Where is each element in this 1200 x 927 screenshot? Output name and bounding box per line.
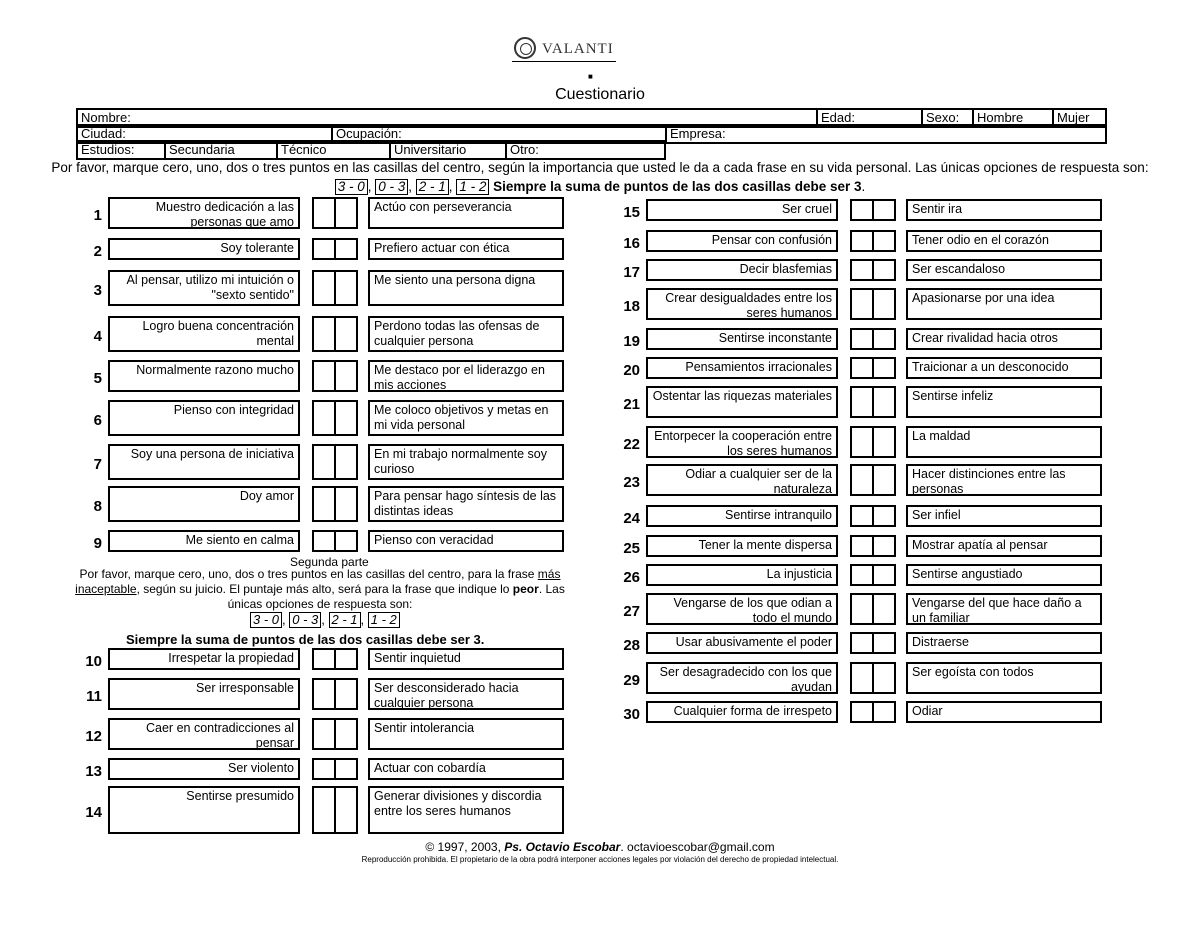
question-row	[74, 238, 574, 264]
question-row	[74, 786, 574, 838]
score-box-right[interactable]	[336, 318, 356, 350]
right-phrase: Me coloco objetivos y metas en mi vida personal	[368, 400, 564, 436]
score-box-left[interactable]	[314, 760, 336, 778]
score-box-left[interactable]	[314, 240, 336, 258]
part2-options: 3 - 0 , 0 - 3 , 2 - 1 , 1 - 2	[250, 612, 400, 628]
right-phrase: Hacer distinciones entre las personas	[906, 464, 1102, 496]
right-phrase: Traicionar a un desconocido	[906, 357, 1102, 379]
option-2-1: 2 - 1	[416, 179, 449, 195]
score-boxes	[312, 648, 358, 670]
score-boxes	[850, 662, 896, 694]
score-box-right[interactable]	[874, 428, 894, 456]
question-number: 3	[93, 282, 102, 299]
score-box-left[interactable]	[852, 201, 874, 219]
logo-text: VALANTI	[542, 41, 614, 57]
question-row	[612, 464, 1112, 500]
question-number: 17	[623, 264, 640, 281]
part2-sum-rule: Siempre la suma de puntos de las dos casillas debe ser 3.	[126, 632, 485, 647]
score-boxes	[850, 464, 896, 496]
left-phrase: Ser irresponsable	[108, 678, 300, 710]
question-row	[74, 197, 574, 233]
estudios-label: Estudios:	[77, 141, 165, 159]
option-1-2: 1 - 2	[456, 179, 489, 195]
score-box-left[interactable]	[852, 566, 874, 584]
part2-sum-text: Siempre la suma de puntos de las dos casillas debe ser 3	[126, 632, 481, 647]
copyright-year: © 1997, 2003,	[425, 840, 501, 854]
question-number: 14	[85, 804, 102, 821]
score-boxes	[850, 632, 896, 654]
question-number: 6	[93, 412, 102, 429]
score-boxes	[850, 328, 896, 350]
left-phrase: Caer en contradicciones al pensar	[108, 718, 300, 750]
score-box-right[interactable]	[874, 703, 894, 721]
part2-title: Segunda parte	[290, 555, 369, 569]
score-box-left[interactable]	[314, 362, 336, 390]
score-box-left[interactable]	[852, 330, 874, 348]
question-number: 15	[623, 204, 640, 221]
right-phrase: Ser egoísta con todos	[906, 662, 1102, 694]
author-email: . octavioescobar@gmail.com	[620, 840, 775, 854]
score-boxes	[312, 316, 358, 352]
decorative-mark: ■	[588, 72, 593, 81]
score-boxes	[850, 386, 896, 418]
score-box-right[interactable]	[874, 388, 894, 416]
question-number: 11	[86, 688, 102, 705]
instructions-text: Por favor, marque cero, uno, dos o tres puntos en las casillas del centro, según la importancia que usted le da a cada frase en su vida personal. Las únicas opciones de respuesta son:	[51, 160, 1149, 175]
right-phrase: Sentir ira	[906, 199, 1102, 221]
score-box-right[interactable]	[336, 488, 356, 520]
question-row	[612, 535, 1112, 561]
author-name: Ps. Octavio Escobar	[504, 840, 621, 854]
score-boxes	[850, 357, 896, 379]
score-box-right[interactable]	[874, 566, 894, 584]
right-phrase: Mostrar apatía al pensar	[906, 535, 1102, 557]
left-phrase: Tener la mente dispersa	[646, 535, 838, 557]
right-phrase: Prefiero actuar con ética	[368, 238, 564, 260]
right-phrase: Ser desconsiderado hacia cualquier persona	[368, 678, 564, 710]
p2-option-1-2: 1 - 2	[368, 612, 400, 628]
question-row	[612, 564, 1112, 590]
left-phrase: Sentirse presumido	[108, 786, 300, 834]
question-row	[74, 718, 574, 754]
left-phrase: Sentirse inconstante	[646, 328, 838, 350]
score-box-right[interactable]	[336, 650, 356, 668]
score-box-right[interactable]	[874, 634, 894, 652]
instructions: Por favor, marque cero, uno, dos o tres puntos en las casillas del centro, según la importancia que usted le da a cada frase en su vida personal. Las únicas opciones de respuesta son: 3 - 0 , 0 - 3 , 2 - 1 , 1 - 2 Siempre la suma de puntos de las dos casillas debe ser 3.	[51, 160, 1149, 194]
score-box-right[interactable]	[874, 330, 894, 348]
score-box-right[interactable]	[336, 788, 356, 832]
right-phrase: Crear rivalidad hacia otros	[906, 328, 1102, 350]
left-phrase: Decir blasfemias	[646, 259, 838, 281]
tecnico-option[interactable]: Técnico	[277, 141, 390, 159]
score-box-left[interactable]	[314, 532, 336, 550]
question-row	[74, 678, 574, 714]
part2-instr-c: . Las únicas opciones de respuesta son:	[227, 582, 565, 611]
logo-emblem-icon	[514, 37, 536, 59]
left-phrase: Odiar a cualquier ser de la naturaleza	[646, 464, 838, 496]
score-box-right[interactable]	[874, 290, 894, 318]
question-number: 10	[85, 653, 102, 670]
question-number: 25	[623, 540, 640, 557]
part2-instr-b: , según su juicio. El puntaje más alto, será para la frase que indique lo	[136, 582, 510, 596]
score-box-left[interactable]	[852, 261, 874, 279]
page-title: Cuestionario	[555, 86, 645, 103]
score-box-left[interactable]	[314, 318, 336, 350]
question-row	[612, 632, 1112, 658]
question-row	[612, 259, 1112, 285]
score-box-left[interactable]	[852, 664, 874, 692]
right-phrase: Me siento una persona digna	[368, 270, 564, 306]
score-box-right[interactable]	[336, 402, 356, 434]
p2-option-3-0: 3 - 0	[250, 612, 282, 628]
score-box-left[interactable]	[314, 650, 336, 668]
score-box-right[interactable]	[874, 507, 894, 525]
part2-instr-emphasis: más inaceptable	[75, 567, 561, 596]
right-phrase: Generar divisiones y discordia entre los seres humanos	[368, 786, 564, 834]
question-number: 27	[623, 603, 640, 620]
score-boxes	[312, 400, 358, 436]
question-row	[74, 648, 574, 674]
question-number: 8	[93, 498, 102, 515]
p2-option-0-3: 0 - 3	[289, 612, 321, 628]
score-box-right[interactable]	[874, 537, 894, 555]
right-phrase: Pienso con veracidad	[368, 530, 564, 552]
score-boxes	[850, 564, 896, 586]
score-box-left[interactable]	[852, 703, 874, 721]
score-boxes	[312, 718, 358, 750]
left-phrase: Al pensar, utilizo mi intuición o "sexto sentido"	[108, 270, 300, 306]
question-number: 23	[623, 474, 640, 491]
question-row	[74, 400, 574, 440]
question-number: 20	[623, 362, 640, 379]
score-boxes	[312, 530, 358, 552]
valanti-logo	[512, 36, 616, 62]
sexo-label: Sexo:	[922, 109, 973, 127]
left-phrase: Ser violento	[108, 758, 300, 780]
edad-field[interactable]: Edad:	[817, 109, 922, 127]
secundaria-option[interactable]: Secundaria	[165, 141, 277, 159]
score-box-right[interactable]	[336, 446, 356, 478]
right-phrase: Apasionarse por una idea	[906, 288, 1102, 320]
right-phrase: Sentirse infeliz	[906, 386, 1102, 418]
score-box-right[interactable]	[336, 680, 356, 708]
right-phrase: Actúo con perseverancia	[368, 197, 564, 229]
score-box-right[interactable]	[336, 532, 356, 550]
score-boxes	[850, 505, 896, 527]
p2-option-2-1: 2 - 1	[329, 612, 361, 628]
score-box-left[interactable]	[314, 402, 336, 434]
score-box-right[interactable]	[336, 760, 356, 778]
question-number: 16	[623, 235, 640, 252]
question-row	[612, 328, 1112, 354]
part2-instr-a: Por favor, marque cero, uno, dos o tres puntos en las casillas del centro, para la frase	[79, 567, 535, 581]
left-phrase: Ostentar las riquezas materiales	[646, 386, 838, 418]
question-row	[74, 360, 574, 396]
part2-instr-peor: peor	[512, 582, 539, 596]
left-phrase: Crear desigualdades entre los seres humanos	[646, 288, 838, 320]
score-box-right[interactable]	[874, 595, 894, 623]
right-phrase: Para pensar hago síntesis de las distintas ideas	[368, 486, 564, 522]
left-phrase: Logro buena concentración mental	[108, 316, 300, 352]
right-phrase: Tener odio en el corazón	[906, 230, 1102, 252]
right-phrase: Me destaco por el liderazgo en mis acciones	[368, 360, 564, 392]
score-boxes	[312, 786, 358, 834]
right-phrase: Sentir intolerancia	[368, 718, 564, 750]
score-box-left[interactable]	[852, 595, 874, 623]
right-phrase: En mi trabajo normalmente soy curioso	[368, 444, 564, 480]
nombre-field[interactable]: Nombre:	[77, 109, 817, 127]
left-phrase: Soy tolerante	[108, 238, 300, 260]
score-box-right[interactable]	[874, 466, 894, 494]
option-3-0: 3 - 0	[335, 179, 368, 195]
left-phrase: Entorpecer la cooperación entre los seres humanos	[646, 426, 838, 458]
score-box-left[interactable]	[852, 359, 874, 377]
score-box-left[interactable]	[314, 488, 336, 520]
left-phrase: Pienso con integridad	[108, 400, 300, 436]
score-box-left[interactable]	[314, 199, 336, 227]
score-box-left[interactable]	[852, 428, 874, 456]
right-phrase: Vengarse del que hace daño a un familiar	[906, 593, 1102, 625]
mujer-option[interactable]: Mujer	[1053, 109, 1106, 127]
question-number: 28	[623, 637, 640, 654]
left-phrase: Usar abusivamente el poder	[646, 632, 838, 654]
score-box-right[interactable]	[874, 261, 894, 279]
left-phrase: Irrespetar la propiedad	[108, 648, 300, 670]
left-phrase: Pensamientos irracionales	[646, 357, 838, 379]
otro-field[interactable]: Otro:	[506, 141, 665, 159]
right-phrase: Perdono todas las ofensas de cualquier persona	[368, 316, 564, 352]
score-box-left[interactable]	[314, 680, 336, 708]
score-boxes	[850, 426, 896, 458]
question-row	[74, 316, 574, 356]
score-box-left[interactable]	[852, 507, 874, 525]
question-number: 19	[623, 333, 640, 350]
right-phrase: Sentir inquietud	[368, 648, 564, 670]
score-boxes	[312, 758, 358, 780]
right-phrase: Odiar	[906, 701, 1102, 723]
question-number: 1	[93, 207, 102, 224]
question-row	[612, 199, 1112, 225]
score-boxes	[312, 270, 358, 306]
score-box-right[interactable]	[336, 362, 356, 390]
score-box-right[interactable]	[874, 232, 894, 250]
right-phrase: Sentirse angustiado	[906, 564, 1102, 586]
score-box-right[interactable]	[874, 201, 894, 219]
score-box-left[interactable]	[314, 720, 336, 748]
score-boxes	[312, 238, 358, 260]
score-boxes	[850, 535, 896, 557]
question-row	[612, 505, 1112, 531]
score-box-right[interactable]	[336, 240, 356, 258]
ciudad-field[interactable]: Ciudad:	[77, 125, 332, 143]
right-phrase: Distraerse	[906, 632, 1102, 654]
question-number: 30	[623, 706, 640, 723]
score-box-left[interactable]	[852, 634, 874, 652]
score-box-left[interactable]	[314, 788, 336, 832]
universitario-option[interactable]: Universitario	[390, 141, 506, 159]
score-boxes	[850, 259, 896, 281]
left-phrase: Doy amor	[108, 486, 300, 522]
question-number: 9	[93, 535, 102, 552]
right-phrase: La maldad	[906, 426, 1102, 458]
left-phrase: Cualquier forma de irrespeto	[646, 701, 838, 723]
score-box-left[interactable]	[852, 466, 874, 494]
score-box-left[interactable]	[314, 446, 336, 478]
score-box-right[interactable]	[336, 272, 356, 304]
question-number: 21	[623, 396, 640, 413]
copyright	[0, 840, 1200, 854]
score-boxes	[312, 444, 358, 480]
score-boxes	[850, 288, 896, 320]
score-box-left[interactable]	[852, 290, 874, 318]
left-phrase: Sentirse intranquilo	[646, 505, 838, 527]
left-phrase: Me siento en calma	[108, 530, 300, 552]
question-row	[74, 486, 574, 526]
score-box-right[interactable]	[874, 359, 894, 377]
right-phrase: Ser infiel	[906, 505, 1102, 527]
question-row	[74, 444, 574, 484]
question-row	[612, 662, 1112, 698]
question-row	[612, 426, 1112, 462]
left-phrase: Vengarse de los que odian a todo el mundo	[646, 593, 838, 625]
score-boxes	[312, 197, 358, 229]
score-box-left[interactable]	[314, 272, 336, 304]
question-row	[612, 288, 1112, 324]
score-box-right[interactable]	[336, 720, 356, 748]
empresa-field[interactable]: Empresa:	[666, 125, 1106, 143]
score-box-right[interactable]	[336, 199, 356, 227]
question-number: 2	[93, 243, 102, 260]
question-number: 18	[623, 298, 640, 315]
score-box-right[interactable]	[874, 664, 894, 692]
question-number: 7	[93, 456, 102, 473]
score-boxes	[850, 701, 896, 723]
question-row	[74, 758, 574, 784]
score-boxes	[850, 199, 896, 221]
score-boxes	[312, 678, 358, 710]
question-number: 24	[623, 510, 640, 527]
left-phrase: La injusticia	[646, 564, 838, 586]
left-phrase: Ser cruel	[646, 199, 838, 221]
question-row	[612, 386, 1112, 422]
ocupacion-field[interactable]: Ocupación:	[332, 125, 666, 143]
question-row	[612, 701, 1112, 727]
left-phrase: Pensar con confusión	[646, 230, 838, 252]
question-row	[74, 530, 574, 556]
question-number: 29	[623, 672, 640, 689]
right-phrase: Actuar con cobardía	[368, 758, 564, 780]
score-boxes	[312, 360, 358, 392]
right-phrase: Ser escandaloso	[906, 259, 1102, 281]
left-phrase: Muestro dedicación a las personas que amo	[108, 197, 300, 229]
part2-instructions	[60, 567, 580, 612]
score-boxes	[850, 230, 896, 252]
question-number: 26	[623, 569, 640, 586]
score-box-left[interactable]	[852, 537, 874, 555]
hombre-option[interactable]: Hombre	[973, 109, 1053, 127]
left-phrase: Soy una persona de iniciativa	[108, 444, 300, 480]
left-phrase: Ser desagradecido con los que ayudan	[646, 662, 838, 694]
question-number: 4	[93, 328, 102, 345]
score-boxes	[850, 593, 896, 625]
left-phrase: Normalmente razono mucho	[108, 360, 300, 392]
question-row	[612, 593, 1112, 629]
question-row	[612, 230, 1112, 256]
score-boxes	[312, 486, 358, 522]
score-box-left[interactable]	[852, 388, 874, 416]
option-0-3: 0 - 3	[375, 179, 408, 195]
sum-rule: Siempre la suma de puntos de las dos casillas debe ser 3	[493, 179, 862, 194]
question-number: 5	[93, 370, 102, 387]
question-row	[612, 357, 1112, 383]
question-number: 22	[623, 436, 640, 453]
question-number: 12	[85, 728, 102, 745]
score-box-left[interactable]	[852, 232, 874, 250]
reproduction-notice: Reproducción prohibida. El propietario de la obra podrá interponer acciones legales por violación del derecho de propiedad intelectual.	[361, 855, 839, 864]
question-row	[74, 270, 574, 310]
header-row-3	[76, 140, 666, 160]
question-number: 13	[85, 763, 102, 780]
